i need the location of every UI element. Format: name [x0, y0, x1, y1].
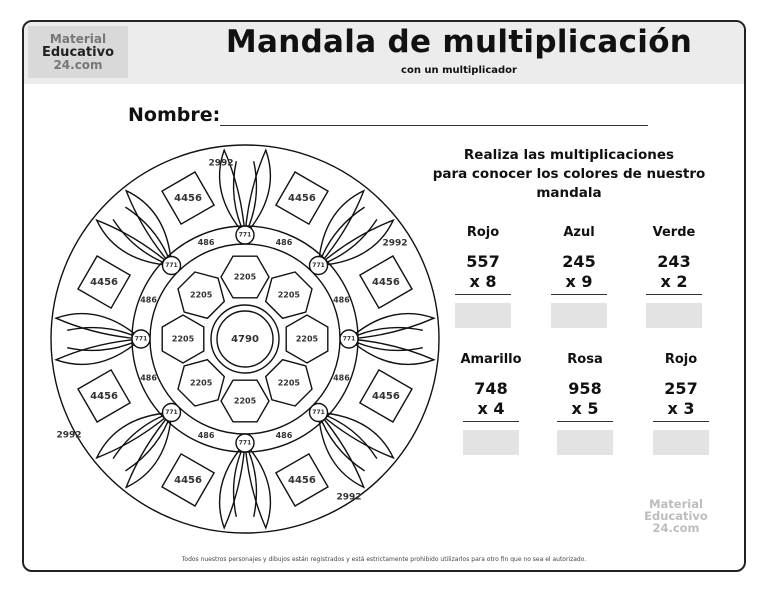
square-label: 4456: [288, 474, 316, 486]
ring-label: 486: [140, 373, 157, 383]
worksheet-frame: [22, 20, 746, 572]
square-label: 4456: [174, 474, 202, 486]
petal[interactable]: [245, 443, 270, 528]
page-title: Mandala de multiplicación: [225, 24, 693, 60]
name-label: Nombre:: [128, 104, 221, 126]
square-label: 4456: [372, 390, 400, 402]
exercise-multiplier: x 3: [667, 399, 695, 418]
petal[interactable]: [220, 443, 245, 528]
exercise-number: 557: [466, 252, 500, 271]
copyright-footer: Todos nuestros personajes y dibujos están registrados y está estrictamente prohibido utilizarlos para otro fin que no sea el autorizado.: [181, 556, 587, 563]
watermark-line-1: Material: [649, 497, 703, 511]
small-circle-label: 771: [342, 335, 356, 343]
petal[interactable]: [349, 339, 434, 364]
petal[interactable]: [349, 314, 434, 339]
exercise-2: [539, 225, 619, 328]
ring-label: 486: [275, 238, 293, 248]
exercise-color: Azul: [563, 225, 595, 240]
exercise-multiplier: x 9: [565, 272, 593, 291]
instructions-line-2: para conocer los colores de nuestro mandala: [432, 166, 706, 201]
exercise-color: Rojo: [664, 352, 698, 367]
result-line: [551, 294, 607, 295]
exercise-number: 748: [474, 379, 508, 398]
logo-line-1: Material: [49, 31, 107, 46]
small-circle-label: 771: [238, 231, 252, 239]
exercise-5: [545, 352, 625, 455]
hexagon-label: 2205: [277, 378, 300, 388]
answer-box[interactable]: [557, 430, 613, 455]
outer-label: 2992: [208, 158, 234, 169]
hexagon-label: 2205: [190, 290, 213, 300]
outer-label: 2992: [56, 430, 82, 441]
exercise-multiplier: x 4: [477, 399, 505, 418]
exercise-number: 245: [562, 252, 596, 271]
instructions-line-1: Realiza las multiplicaciones: [463, 147, 675, 163]
square-label: 4456: [90, 277, 118, 289]
answer-box[interactable]: [463, 430, 519, 455]
small-circle-label: 771: [165, 261, 178, 269]
logo-line-3: 24.com: [53, 57, 103, 72]
header-bar: [24, 22, 744, 84]
hexagon-label: 2205: [233, 396, 257, 406]
square-label: 4456: [90, 390, 118, 402]
mandala-drawing[interactable]: [36, 142, 456, 552]
hexagon-label: 2205: [171, 334, 195, 344]
small-circle-label: 771: [165, 409, 178, 417]
hexagon-label: 2205: [233, 272, 257, 282]
brand-logo: [28, 26, 128, 78]
exercise-number: 958: [568, 379, 602, 398]
exercise-6: [641, 352, 721, 455]
exercise-multiplier: x 5: [571, 399, 599, 418]
ring-label: 486: [197, 238, 215, 248]
logo-line-2: Educativo: [42, 44, 114, 60]
watermark-logo: [636, 498, 716, 534]
ring-label: 486: [275, 430, 293, 440]
result-line: [646, 294, 702, 295]
hexagon-label: 2205: [295, 334, 319, 344]
result-line: [455, 294, 511, 295]
exercise-color: Rosa: [567, 352, 603, 367]
petal[interactable]: [56, 339, 141, 364]
hexagon-label: 2205: [277, 290, 300, 300]
square-label: 4456: [288, 193, 316, 205]
exercise-4: [451, 352, 531, 455]
ring-label: 486: [333, 373, 350, 383]
name-field-line[interactable]: [220, 125, 648, 126]
exercise-number: 243: [657, 252, 691, 271]
ring-label: 486: [140, 295, 157, 305]
square-label: 4456: [372, 277, 400, 289]
ring-label: 486: [197, 430, 215, 440]
result-line: [557, 421, 613, 422]
answer-box[interactable]: [646, 303, 702, 328]
exercise-multiplier: x 2: [660, 272, 688, 291]
exercise-color: Amarillo: [460, 352, 522, 367]
small-circle-label: 771: [134, 335, 148, 343]
outer-label: 2992: [382, 238, 408, 249]
page-subtitle: con un multiplicador: [401, 65, 517, 76]
hexagon-label: 2205: [190, 378, 213, 388]
square-label: 4456: [174, 193, 202, 205]
result-line: [653, 421, 709, 422]
answer-box[interactable]: [551, 303, 607, 328]
small-circle-label: 771: [312, 261, 325, 269]
answer-box[interactable]: [455, 303, 511, 328]
petal[interactable]: [245, 150, 270, 235]
watermark-line-3: 24.com: [652, 521, 700, 535]
small-circle-label: 771: [312, 409, 325, 417]
exercise-color: Verde: [652, 225, 696, 240]
exercise-multiplier: x 8: [469, 272, 497, 291]
ring-label: 486: [333, 295, 350, 305]
exercise-3: [634, 225, 714, 328]
exercise-color: Rojo: [466, 225, 500, 240]
outer-label: 2992: [336, 492, 362, 503]
answer-box[interactable]: [653, 430, 709, 455]
watermark-line-2: Educativo: [644, 509, 708, 523]
small-circle-label: 771: [238, 439, 252, 447]
petal[interactable]: [56, 314, 141, 339]
result-line: [463, 421, 519, 422]
exercise-number: 257: [664, 379, 698, 398]
center-label: 4790: [231, 334, 259, 345]
